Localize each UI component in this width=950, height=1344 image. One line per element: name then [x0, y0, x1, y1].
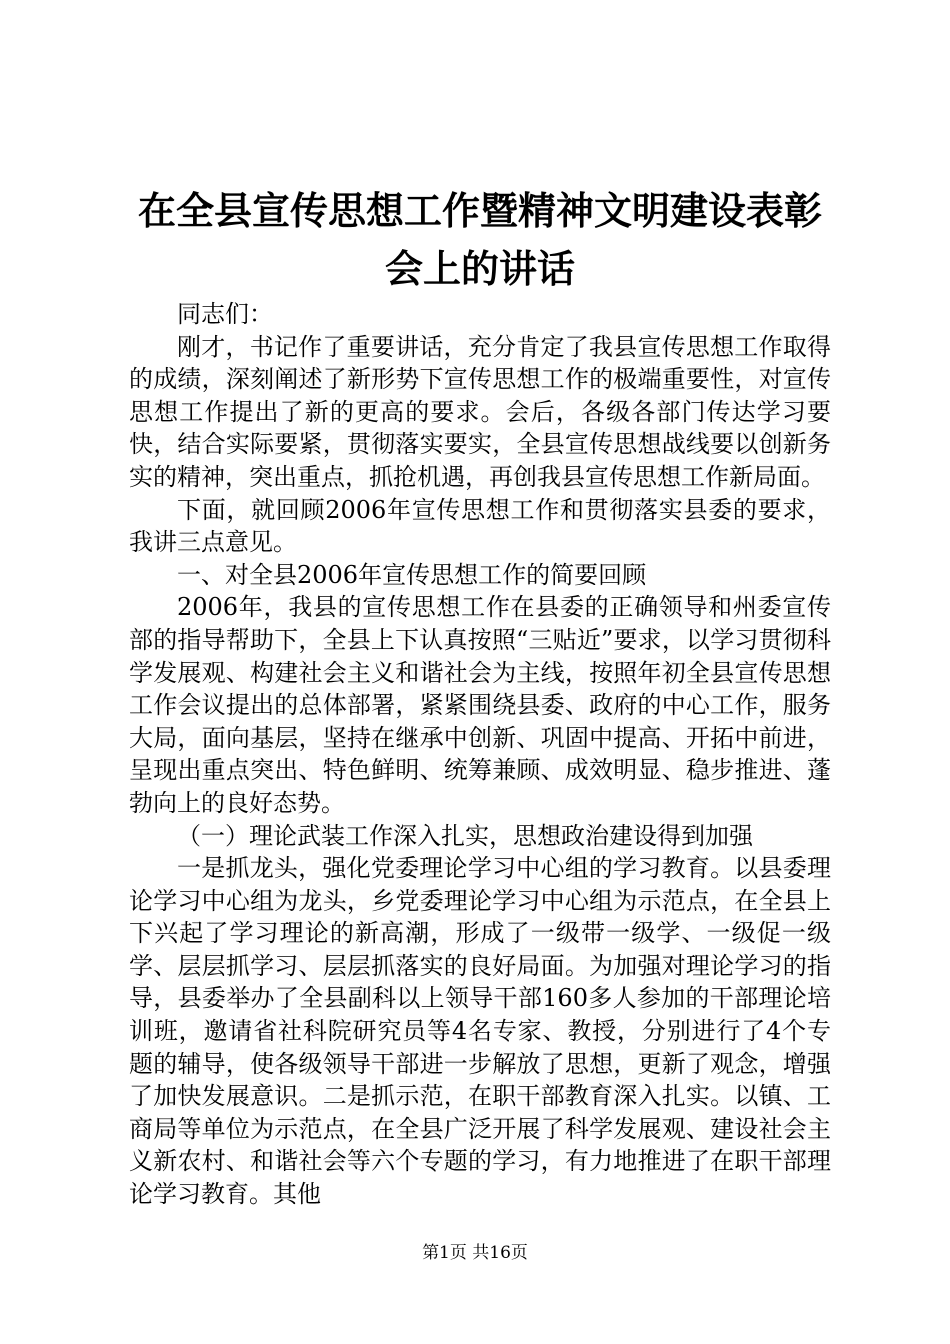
document-title: 在全县宣传思想工作暨精神文明建设表彰会上的讲话 — [137, 188, 822, 291]
document-body — [129, 298, 831, 1211]
salutation: 同志们： — [177, 300, 273, 328]
page-number-footer: 第1页 共16页 — [422, 1243, 528, 1263]
paragraph: 一是抓龙头，强化党委理论学习中心组的学习教育。以县委理论学习中心组为龙头，乡党委理论学习中心组为示范点，在全县上下兴起了学习理论的新高潮，形成了一级带一级学、一级促一级学、层层抓学习、层层抓落实的良好局面。为加强对理论学习的指导，县委举办了全县副科以上领导干部160多人参加的干部理论培训班，邀请省社科院研究员等4名专家、教授，分别进行了4个专题的辅导，使各级领导干部进一步解放了思想，更新了观念，增强了加快发展意识。二是抓示范，在职干部教育深入扎实。以镇、工商局等单位为示范点，在全县广泛开展了科学发展观、建设社会主义新农村、和谐社会等六个专题的学习，有力地推进了在职干部理论学习教育。其他 — [129, 854, 831, 1209]
paragraph: 2006年，我县的宣传思想工作在县委的正确领导和州委宣传部的指导帮助下，全县上下认真按照“三贴近”要求，以学习贯彻科学发展观、构建社会主义和谐社会为主线，按照年初全县宣传思想工作会议提出的总体部署，紧紧围绕县委、政府的中心工作，服务大局，面向基层，坚持在继承中创新、巩固中提高、开拓中前进，呈现出重点突出、特色鲜明、统筹兼顾、成效明显、稳步推进、蓬勃向上的良好态势。 — [129, 593, 831, 817]
paragraph: 下面，就回顾2006年宣传思想工作和贯彻落实县委的要求，我讲三点意见。 — [129, 495, 831, 557]
section-heading: 一、对全县2006年宣传思想工作的简要回顾 — [177, 560, 647, 589]
paragraph: 刚才，书记作了重要讲话，充分肯定了我县宣传思想工作取得的成绩，深刻阐述了新形势下宣传思想工作的极端重要性，对宣传思想工作提出了新的更高的要求。会后，各级各部门传达学习要快，结合实际要紧，贯彻落实要实，全县宣传思想战线要以创新务实的精神，突出重点，抓抢机遇，再创我县宣传思想工作新局面。 — [129, 332, 831, 491]
subsection-heading: （一）理论武装工作深入扎实，思想政治建设得到加强 — [177, 821, 753, 850]
